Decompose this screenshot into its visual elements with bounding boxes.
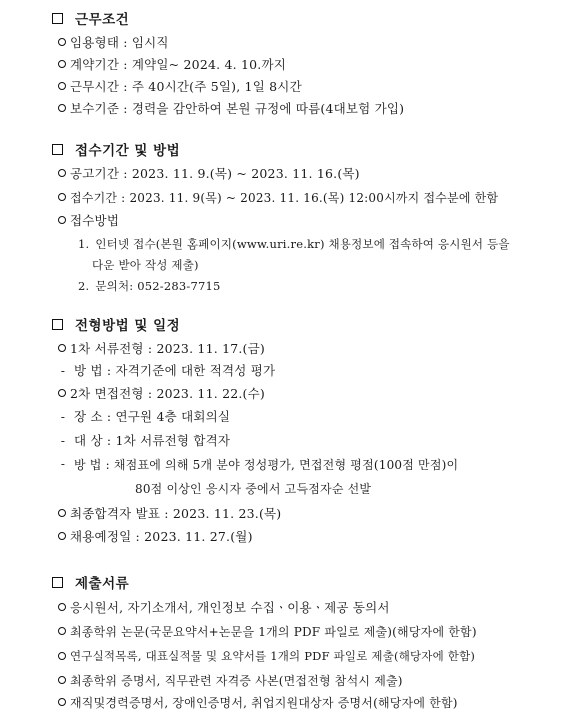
circle-bullet-icon	[58, 509, 66, 517]
circle-bullet-icon	[58, 627, 66, 635]
list-item: 임용형태 : 임시직	[58, 31, 169, 53]
numbered-item-continuation: 다운 받아 작성 제출)	[92, 258, 199, 272]
section-title-work: 근무조건	[52, 8, 129, 28]
circle-bullet-icon	[58, 652, 66, 660]
checkbox-square-icon	[52, 144, 63, 155]
list-item: 근무시간 : 주 40시간(주 5일), 1일 8시간	[58, 75, 302, 97]
checkbox-square-icon	[52, 577, 63, 588]
circle-bullet-icon	[58, 82, 66, 90]
circle-bullet-icon	[58, 676, 66, 684]
circle-bullet-icon	[58, 344, 66, 352]
list-item: 1차 서류전형 : 2023. 11. 17.(금)	[58, 337, 265, 359]
list-item: 접수방법	[58, 209, 119, 231]
section-title-process: 전형방법 및 일정	[52, 314, 180, 334]
dash-bullet-icon: -	[60, 408, 66, 424]
circle-bullet-icon	[58, 38, 66, 46]
dash-bullet-icon: -	[60, 432, 66, 448]
dash-bullet-icon: -	[60, 362, 66, 378]
list-item: 채용예정일 : 2023. 11. 27.(월)	[58, 525, 253, 547]
circle-bullet-icon	[58, 603, 66, 611]
list-item: 연구실적목록, 대표실적물 및 요약서를 1개의 PDF 파일로 제출(해당자에 한함)	[58, 645, 475, 667]
section-title-docs: 제출서류	[52, 572, 129, 592]
circle-bullet-icon	[58, 60, 66, 68]
circle-bullet-icon	[58, 532, 66, 540]
list-item: - 방 법 : 채점표에 의해 5개 분야 정성평가, 면접전형 평점(100점 만점)이	[58, 453, 458, 475]
circle-bullet-icon	[58, 698, 66, 706]
numbered-item: 1. 인터넷 접수(본원 홈페이지(www.uri.re.kr) 채용정보에 접속하여 응시원서 등을	[78, 237, 510, 251]
checkbox-square-icon	[52, 13, 63, 24]
list-item: 최종학위 증명서, 직무관련 자격증 사본(면접전형 참석시 제출)	[58, 669, 403, 691]
list-item: 최종학위 논문(국문요약서+논문을 1개의 PDF 파일로 제출)(해당자에 한함)	[58, 620, 477, 642]
list-item-continuation: 80점 이상인 응시자 중에서 고득점자순 선발	[135, 481, 372, 496]
list-item: - 방 법 : 자격기준에 대한 적격성 평가	[58, 359, 275, 381]
circle-bullet-icon	[58, 169, 66, 177]
list-item: 보수기준 : 경력을 감안하여 본원 규정에 따름(4대보험 가입)	[58, 97, 404, 119]
section-title-apply: 접수기간 및 방법	[52, 139, 180, 159]
circle-bullet-icon	[58, 193, 66, 201]
list-item: - 대 상 : 1차 서류전형 합격자	[58, 429, 230, 451]
dash-bullet-icon: -	[60, 457, 66, 471]
circle-bullet-icon	[58, 104, 66, 112]
list-item: 접수기간 : 2023. 11. 9(목) ~ 2023. 11. 16.(목) 12:00시까지 접수분에 한함	[58, 186, 498, 208]
numbered-item: 2. 문의처: 052-283-7715	[78, 279, 221, 293]
list-item: 계약기간 : 계약일~ 2024. 4. 10.까지	[58, 53, 286, 75]
circle-bullet-icon	[58, 216, 66, 224]
circle-bullet-icon	[58, 389, 66, 397]
list-item: 최종합격자 발표 : 2023. 11. 23.(목)	[58, 502, 281, 524]
list-item: 2차 면접전형 : 2023. 11. 22.(수)	[58, 382, 265, 404]
list-item: - 장 소 : 연구원 4층 대회의실	[58, 405, 230, 427]
checkbox-square-icon	[52, 319, 63, 330]
list-item: 재직및경력증명서, 장애인증명서, 취업지원대상자 증명서(해당자에 한함)	[58, 691, 458, 713]
list-item: 응시원서, 자기소개서, 개인정보 수집ㆍ이용ㆍ제공 동의서	[58, 596, 390, 618]
list-item: 공고기간 : 2023. 11. 9.(목) ~ 2023. 11. 16.(목)	[58, 162, 360, 184]
